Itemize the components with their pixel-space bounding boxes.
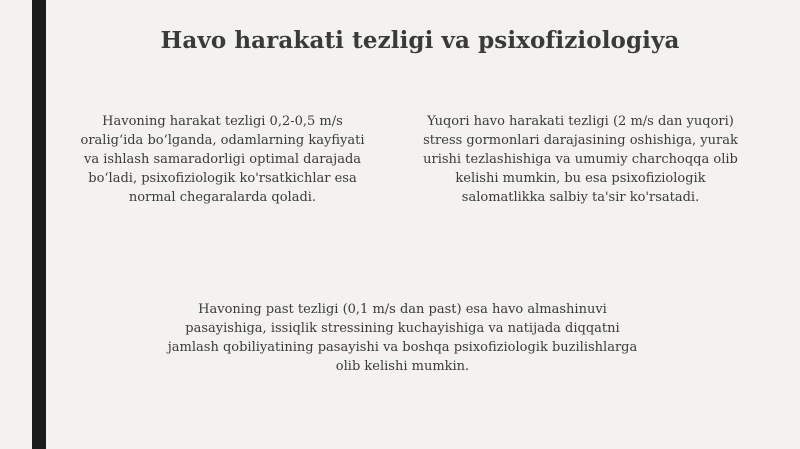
paragraph-high-speed: Yuqori havo harakati tezligi (2 m/s dan yuqori) stress gormonlari darajasining oshishiga, yurak urishi tezlashishiga va umumiy charchoqqa olib kelishi mumkin, bu esa psixofiziologik salomatlikka salbiy ta'sir ko'rsatadi. [423,114,738,205]
slide-title: Havo harakati tezligi va psixofiziologiya [160,27,680,54]
accent-bar [32,0,46,449]
paragraph-low-speed: Havoning past tezligi (0,1 m/s dan past) esa havo almashinuvi pasayishiga, issiqlik stressining kuchayishiga va natijada diqqatni jamlash qobiliyatining pasayishi va boshqa psixofiziologik buzilishlarga olib kelishi mumkin. [167,302,638,374]
paragraph-optimal-speed: Havoning harakat tezligi 0,2-0,5 m/s oralig‘ida bo‘lganda, odamlarning kayfiyati va ishlash samaradorligi optimal darajada bo‘ladi, psixofiziologik ko'rsatkichlar esa normal chegaralarda qoladi. [80,114,365,205]
